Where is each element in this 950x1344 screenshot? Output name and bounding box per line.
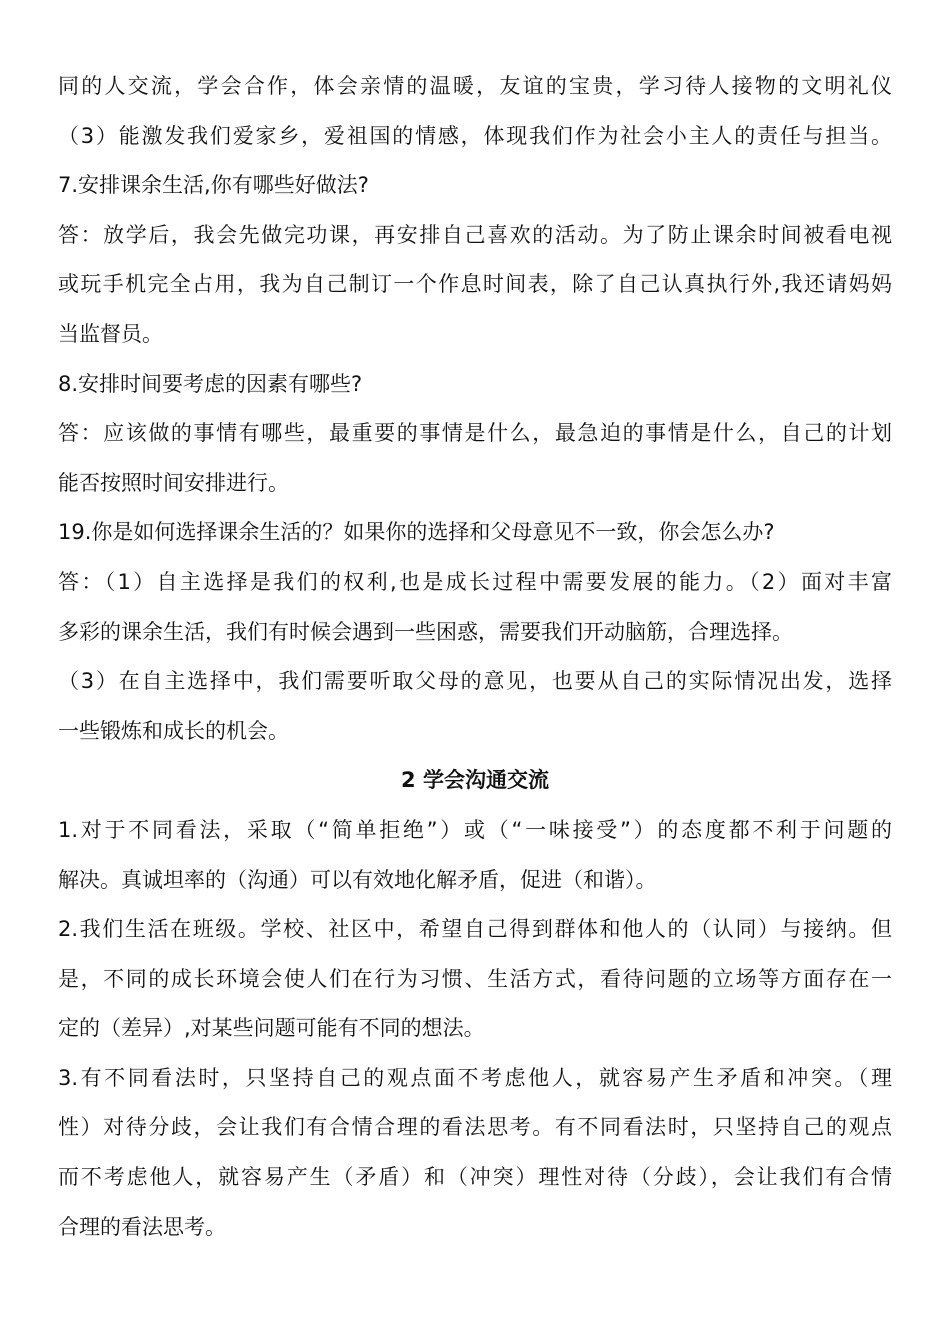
question-8: 8.安排时间要考虑的因素有哪些?	[58, 371, 363, 396]
answer-8-line: 能否按照时间安排进行。	[58, 470, 289, 495]
answer-19-line: 答：（1）自主选择是我们的权利,也是成长过程中需要发展的能力。（2）面对丰富	[58, 569, 892, 594]
answer-7-line: 或玩手机完全占用，我为自己制订一个作息时间表，除了自己认真执行外,我还请妈妈	[58, 272, 892, 297]
item-2-line: 2.我们生活在班级。学校、社区中，希望自己得到群体和他人的（认同）与接纳。但	[58, 917, 892, 942]
item-1-line: 解决。真诚坦率的（沟通）可以有效地化解矛盾，促进（和谐）。	[58, 867, 657, 892]
item-2-line: 定的（差异）,对某些问题可能有不同的想法。	[58, 1016, 485, 1041]
item-3-line: 而不考虑他人，就容易产生（矛盾）和（冲突）理性对待（分歧），会让我们有合情	[58, 1165, 892, 1190]
item-3-line: 合理的看法思考。	[58, 1214, 226, 1239]
text-line: 同的人交流，学会合作，体会亲情的温暖，友谊的宝贵，学习待人接物的文明礼仪	[58, 74, 892, 98]
item-1-line: 1.对于不同看法，采取（“简单拒绝”）或（“一味接受”）的态度都不利于问题的	[58, 817, 892, 842]
answer-7-line: 答：放学后，我会先做完功课，再安排自己喜欢的活动。为了防止课余时间被看电视	[58, 222, 892, 247]
answer-19-line: 多彩的课余生活，我们有时候会遇到一些困惑，需要我们开动脑筋，合理选择。	[58, 619, 793, 644]
answer-8-line: 答：应该做的事情有哪些，最重要的事情是什么，最急迫的事情是什么，自己的计划	[58, 421, 892, 446]
item-3-line: 3.有不同看法时，只坚持自己的观点面不考虑他人，就容易产生矛盾和冲突。（理	[58, 1065, 892, 1090]
answer-19-line: 一些锻炼和成长的机会。	[58, 718, 289, 743]
question-19: 19.你是如何选择课余生活的？如果你的选择和父母意见不一致，你会怎么办?	[58, 520, 775, 545]
answer-19-line: （3）在自主选择中，我们需要听取父母的意见，也要从自己的实际情况出发，选择	[58, 669, 892, 694]
answer-7-line: 当监督员。	[58, 321, 163, 346]
question-7: 7.安排课余生活,你有哪些好做法?	[58, 173, 369, 198]
item-3-line: 性）对待分歧，会让我们有合情合理的看法思考。有不同看法时，只坚持自己的观点	[58, 1115, 892, 1140]
item-2-line: 是，不同的成长环境会使人们在行为习惯、生活方式，看待问题的立场等方面存在一	[58, 966, 892, 991]
section-heading: 2 学会沟通交流	[401, 768, 549, 793]
text-line: （3）能激发我们爱家乡，爱祖国的情感，体现我们作为社会小主人的责任与担当。	[58, 123, 892, 148]
